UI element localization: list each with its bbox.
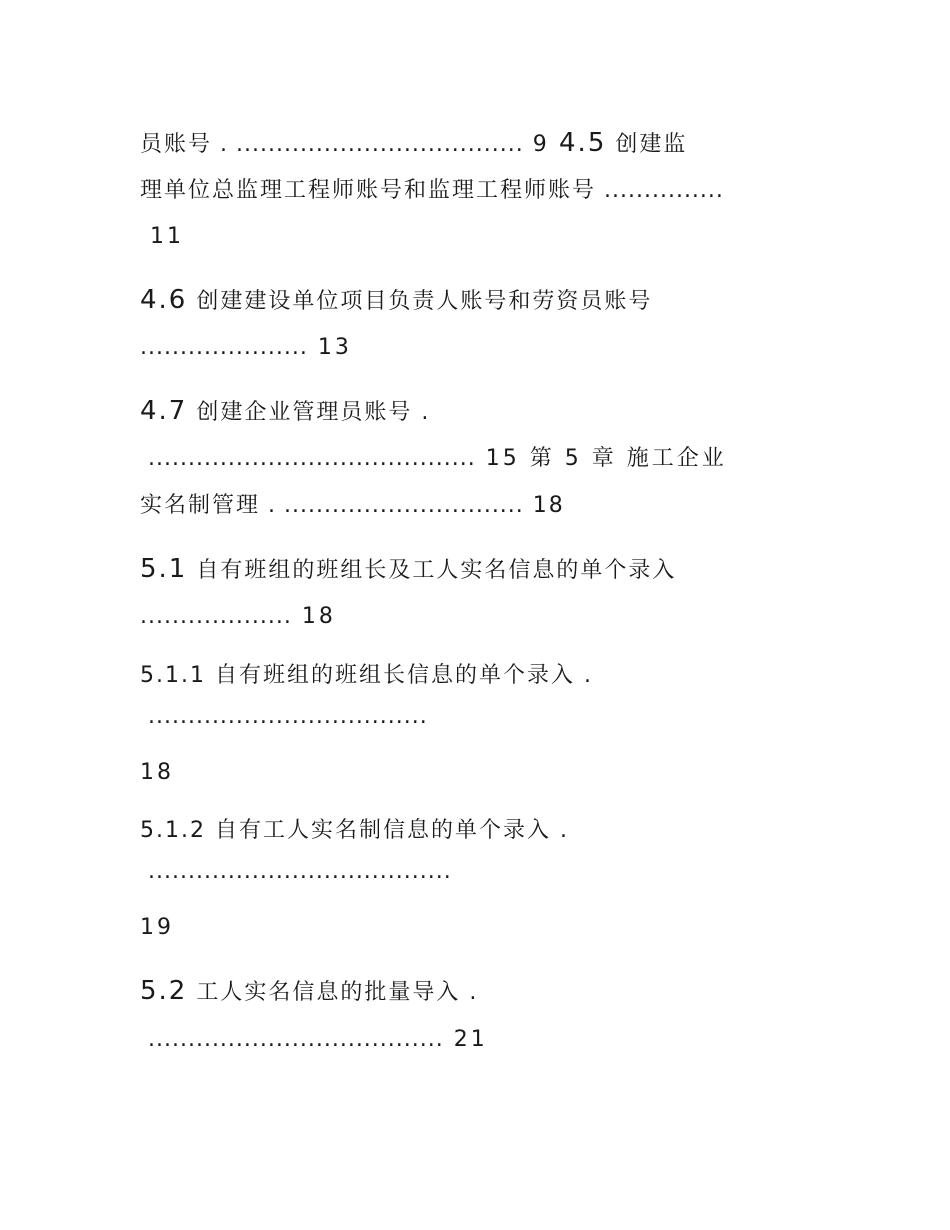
toc-section-title: 创建企业管理员账号 . — [187, 400, 431, 425]
toc-leader-dots: ..................................... — [140, 1027, 444, 1052]
toc-text: 员账号 — [140, 132, 213, 157]
toc-leader-dots: . .............................. — [260, 493, 524, 518]
toc-line-3 — [140, 226, 184, 248]
toc-page-number: 18 — [140, 760, 174, 785]
toc-section-number: 4.7 — [140, 396, 188, 426]
toc-line — [140, 337, 352, 359]
toc-section-number: 5.1 — [140, 554, 188, 584]
toc-line — [140, 495, 565, 517]
toc-page-number: 9 — [523, 132, 549, 157]
toc-entry-5-2[interactable] — [140, 978, 478, 1004]
toc-section-number: 4.6 — [140, 285, 188, 315]
toc-entry-4-6[interactable] — [140, 287, 652, 313]
toc-section-title: 创建监 — [606, 132, 688, 157]
toc-leader-dots: ...................................... — [140, 859, 452, 884]
toc-page-number: 19 — [140, 915, 174, 940]
toc-section-title: 自有班组的班组长信息的单个录入 . — [205, 663, 593, 688]
toc-entry-4-7[interactable] — [140, 398, 430, 424]
toc-entry-5-1[interactable] — [140, 556, 676, 582]
toc-page-number: 18 — [523, 493, 565, 518]
toc-entry-5-1-2[interactable] — [140, 820, 569, 842]
toc-text: 实名制管理 — [140, 493, 261, 518]
toc-page-number: 18 — [291, 604, 336, 629]
toc-section-number: 4.5 — [548, 128, 607, 158]
toc-section-number: 5.2 — [140, 976, 188, 1006]
toc-section-number: 5.1.2 — [140, 818, 206, 843]
toc-section-number: 5.1.1 — [140, 663, 206, 688]
toc-page-number: 11 — [140, 224, 184, 249]
toc-line — [140, 606, 336, 628]
toc-entry-5-1-1[interactable] — [140, 665, 593, 687]
toc-section-title: 创建建设单位项目负责人账号和劳资员账号 — [187, 289, 653, 314]
toc-line — [140, 448, 727, 470]
toc-leader-dots: ................................... — [140, 704, 428, 729]
toc-leader-dots: ................... — [140, 604, 292, 629]
toc-leader-dots: . .................................... — [212, 132, 524, 157]
toc-page-number: 13 — [307, 335, 352, 360]
toc-section-title: 工人实名信息的批量导入 . — [187, 980, 479, 1005]
toc-page-number: 15 — [475, 446, 520, 471]
toc-line — [140, 861, 452, 883]
toc-leader-dots: ..................... — [140, 335, 308, 360]
toc-line — [140, 1029, 488, 1051]
toc-line — [140, 917, 174, 939]
toc-leader-dots: ............... — [596, 178, 724, 203]
toc-line — [140, 762, 174, 784]
toc-line — [140, 706, 428, 728]
toc-section-title: 自有工人实名制信息的单个录入 . — [205, 818, 569, 843]
toc-line-1 — [140, 130, 687, 156]
toc-text: 理单位总监理工程师账号和监理工程师账号 — [140, 178, 597, 203]
toc-section-title: 自有班组的班组长及工人实名信息的单个录入 — [187, 558, 677, 583]
toc-leader-dots: ......................................... — [140, 446, 476, 471]
toc-chapter-title: 第 5 章 施工企业 — [519, 446, 727, 471]
toc-page-number: 21 — [443, 1027, 488, 1052]
toc-line-2 — [140, 180, 724, 202]
